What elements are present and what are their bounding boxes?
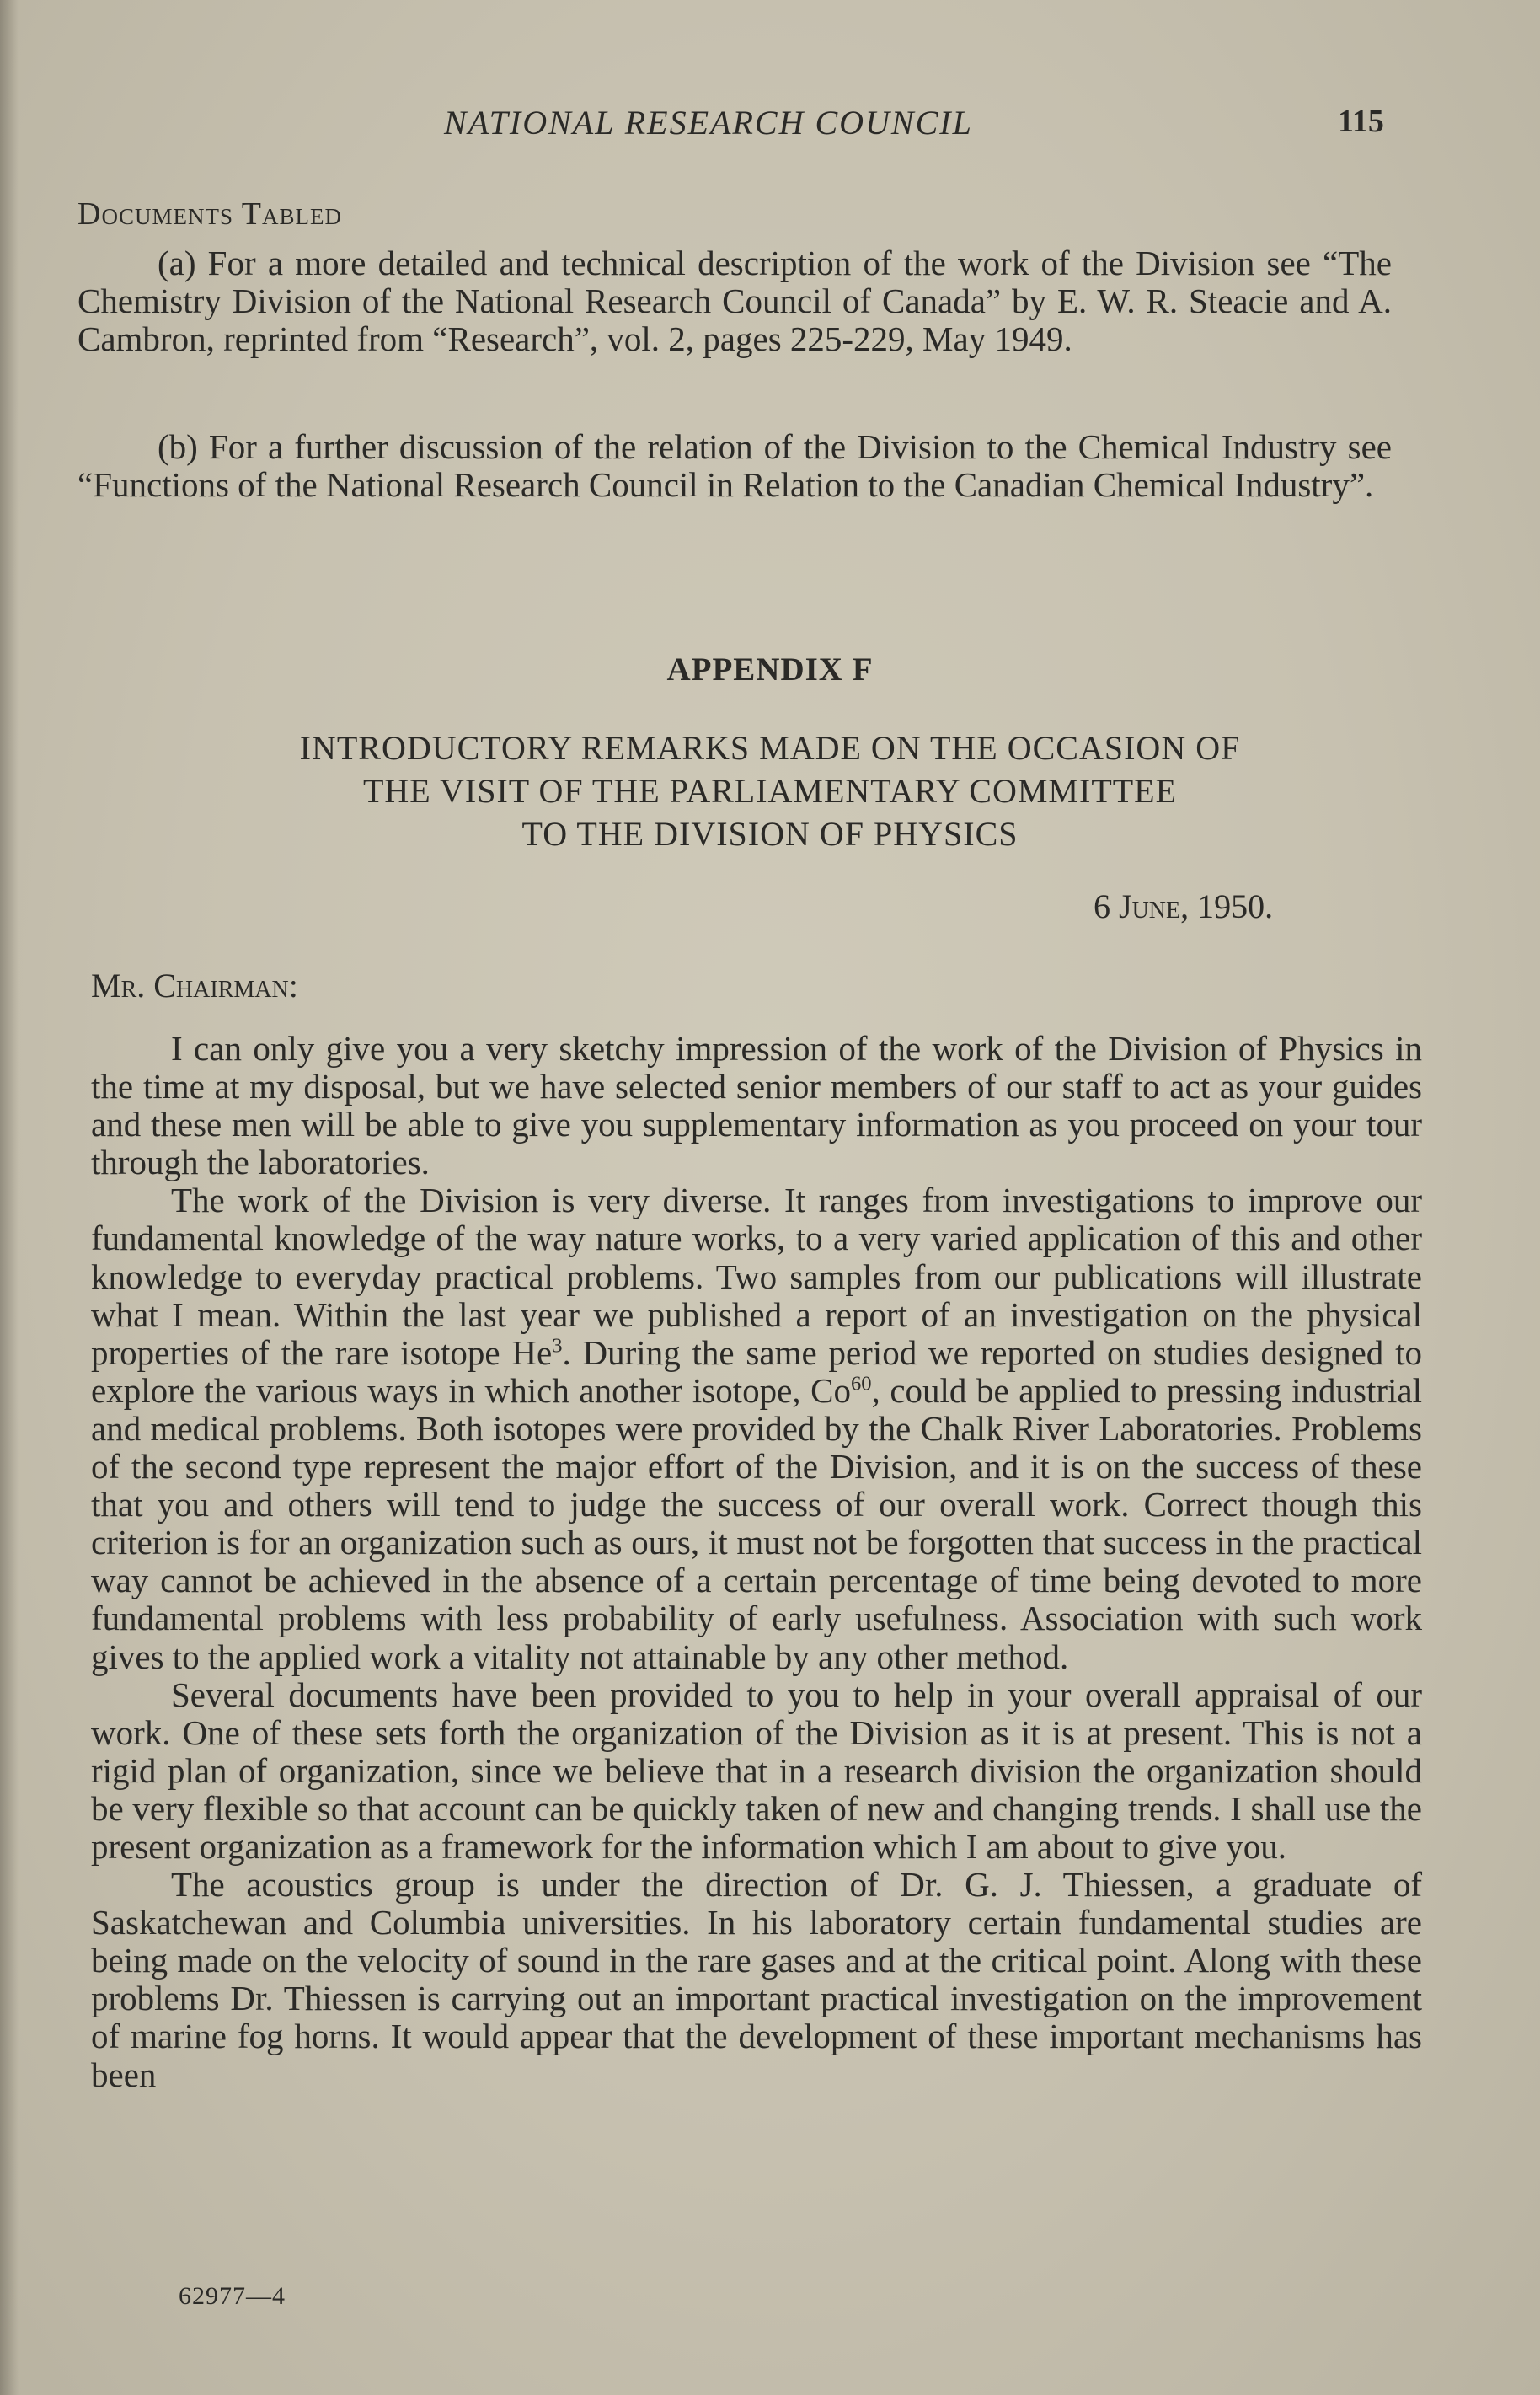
running-header — [0, 103, 1540, 145]
body-text — [91, 1030, 1422, 2094]
body-paragraph-1: I can only give you a very sketchy impression of the work of the Division of Physics in the time at my disposal, but we have selected senior members of our staff to act as your guides and these men will be able to give you supplementary information as you proceed on your tour through the laboratories. — [91, 1029, 1422, 1182]
helium-isotope-superscript: 3 — [552, 1334, 563, 1358]
footer-code: 62977—4 — [179, 2282, 286, 2310]
body-paragraph-3: Several documents have been provided to you to help in your overall appraisal of our work. One of these sets forth the organization of the Division as it is at present. This is not a rigid plan of organization, since we believe that in a research division the organization should be very flexible so that account can be quickly taken of new and changing trends. I shall use the present organization as a framework for the information which I am about to give you. — [91, 1674, 1422, 1866]
date-line — [1094, 887, 1273, 926]
cobalt-isotope-superscript: 60 — [850, 1372, 872, 1396]
date-month: June, — [1119, 887, 1190, 925]
document-item-a — [78, 244, 1392, 358]
subtitle-line: TO THE DIVISION OF PHYSICS — [521, 815, 1019, 853]
running-title: NATIONAL RESEARCH COUNCIL — [444, 104, 973, 142]
document-item-b — [78, 428, 1392, 504]
paragraph-2-part-b: . During the same period we reported on studies designed to explore the various ways in which another isotope, Co — [91, 1332, 1422, 1410]
paragraph-2-part-c: , could be applied to pressing industrial and medical problems. Both isotopes were provided by the Chalk River Laboratories. Problems of the second type represent the major effort of the Division, and it is on the success of these that you and others will tend to judge the success of our overall work. Correct though this criterion is for an organization such as ours, it must not be forgotten that success in the practical way cannot be achieved in the absence of a certain percentage of time being devoted to more fundamental problems with less probability of early usefulness. Association with such work gives to the applied work a vitality not attainable by any other method. — [91, 1370, 1422, 1676]
document-item-b-text: (b) For a further discussion of the relation of the Division to the Chemical Industry see “Functions of the National Research Council in Relation to the Canadian Chemical Industry”. — [78, 427, 1392, 504]
salutation: Mr. Chairman: — [91, 967, 298, 1005]
page-number: 115 — [1338, 104, 1384, 139]
body-paragraph-4: The acoustics group is under the direction of Dr. G. J. Thiessen, a graduate of Saskatchewan and Columbia universities. In his laboratory certain fundamental studies are being made on the velocity of sound in the rare gases and at the critical point. Along with these problems Dr. Thiessen is carrying out an important practical investigation on the improvement of marine fog horns. It would appear that the development of these important mechanisms has been — [91, 1865, 1422, 2094]
paragraph-2-part-a: The work of the Division is very diverse. It ranges from investigations to improve our fundamental knowledge of the way nature works, to a very varied application of this and other knowledge to everyday practical problems. Two samples from our publications will illustrate what I mean. Within the last year we published a report of an investigation on the physical properties of the rare isotope He — [91, 1181, 1422, 1372]
binding-shadow — [0, 0, 19, 2395]
body-paragraph-2 — [91, 1181, 1422, 1675]
subtitle-line: THE VISIT OF THE PARLIAMENTARY COMMITTEE — [362, 772, 1178, 810]
appendix-subtitle — [118, 726, 1422, 855]
appendix-title: APPENDIX F — [666, 651, 874, 688]
subtitle-line: INTRODUCTORY REMARKS MADE ON THE OCCASION OF — [299, 729, 1241, 767]
date-day: 6 — [1094, 887, 1110, 925]
documents-tabled-heading: Documents Tabled — [78, 196, 342, 232]
document-item-a-text: (a) For a more detailed and technical description of the work of the Division see “The Chemistry Division of the National Research Council of Canada” by E. W. R. Steacie and A. Cambron, reprinted from “Research”, vol. 2, pages 225-229, May 1949. — [78, 244, 1392, 358]
date-year: 1950. — [1197, 887, 1274, 925]
